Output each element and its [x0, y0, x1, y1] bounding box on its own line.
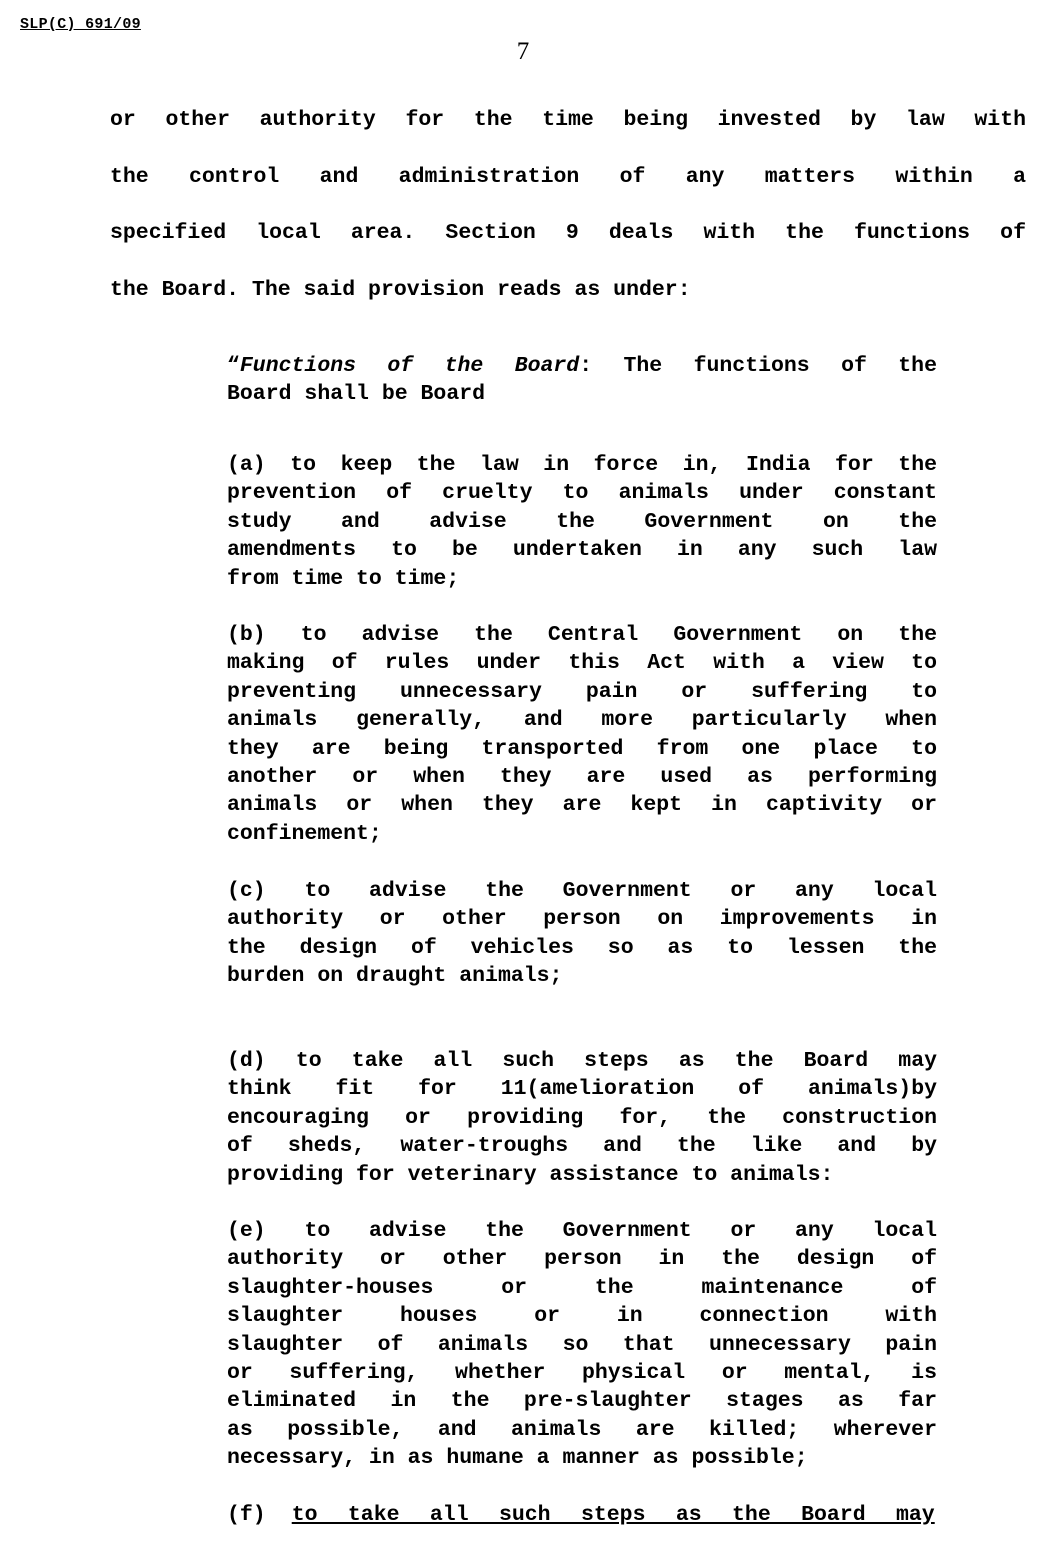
clause-line: necessary, in as humane a manner as possible;: [227, 1446, 808, 1471]
body-line: the control and administration of any matters within a: [110, 164, 1026, 189]
quote-heading-line: Board shall be Board: [227, 382, 486, 407]
clause-f: [227, 1501, 937, 1529]
clause-line: think fit for 11(amelioration of animals)by: [227, 1077, 937, 1102]
clause-line: confinement;: [227, 821, 382, 846]
clause-f-label: (f): [227, 1503, 266, 1527]
clause-line: animals or when they are kept in captivity or: [227, 793, 937, 818]
clause-line: study and advise the Government on the: [227, 509, 937, 534]
clause-line: (c) to advise the Government or any local: [227, 879, 937, 903]
clause-line: [227, 1501, 937, 1529]
clause-line: (a) to keep the law in force in, India for the: [227, 453, 937, 477]
clause-c: [227, 877, 937, 991]
clause-line: they are being transported from one place to: [227, 736, 937, 761]
clause-line: of sheds, water-troughs and the like and by: [227, 1134, 937, 1159]
clause-d: [227, 1047, 937, 1189]
clause-line: (d) to take all such steps as the Board may: [227, 1049, 937, 1073]
quote-heading-italic: Functions of the Board: [239, 354, 580, 378]
quote-heading-line: [227, 352, 937, 380]
clause-f-underlined-text: to take all such steps as the Board may: [291, 1503, 935, 1527]
clause-line: preventing unnecessary pain or suffering to: [227, 679, 937, 704]
clause-line: from time to time;: [227, 566, 460, 591]
clause-e: [227, 1217, 937, 1473]
clause-line: (b) to advise the Central Government on the: [227, 623, 937, 647]
clause-line: slaughter houses or in connection with: [227, 1304, 937, 1329]
clause-line: making of rules under this Act with a view to: [227, 651, 937, 676]
clause-line: amendments to be undertaken in any such law: [227, 538, 937, 563]
clause-line: (e) to advise the Government or any local: [227, 1219, 937, 1243]
body-line: the Board. The said provision reads as under:: [110, 278, 691, 303]
clause-a: [227, 451, 937, 593]
quote-heading-rest: : The functions of the: [579, 354, 937, 378]
clause-line: burden on draught animals;: [227, 964, 563, 989]
clause-b: [227, 621, 937, 848]
open-quote-mark: “: [227, 354, 240, 378]
page-number: 7: [516, 38, 530, 65]
clause-line: as possible, and animals are killed; wherever: [227, 1417, 937, 1442]
clause-line: authority or other person on improvements in: [227, 907, 937, 932]
clause-line: slaughter-houses or the maintenance of: [227, 1275, 937, 1300]
clause-line: another or when they are used as performing: [227, 765, 937, 790]
quote-heading: [227, 352, 937, 409]
clause-line: providing for veterinary assistance to animals:: [227, 1162, 834, 1187]
clause-line: authority or other person in the design of: [227, 1247, 937, 1272]
body-line: or other authority for the time being invested by law with: [110, 108, 1026, 132]
clause-line: prevention of cruelty to animals under constant: [227, 481, 937, 506]
clause-line: encouraging or providing for, the construction: [227, 1105, 937, 1130]
body-paragraph: [110, 92, 1026, 319]
body-line: specified local area. Section 9 deals with the functions of: [110, 221, 1026, 246]
clause-line: slaughter of animals so that unnecessary pain: [227, 1332, 937, 1357]
clause-line: animals generally, and more particularly when: [227, 708, 937, 733]
clause-line: eliminated in the pre-slaughter stages as far: [227, 1389, 937, 1414]
clause-line: the design of vehicles so as to lessen the: [227, 935, 937, 960]
case-reference: SLP(C) 691/09: [20, 16, 141, 33]
clause-line: or suffering, whether physical or mental, is: [227, 1361, 937, 1386]
